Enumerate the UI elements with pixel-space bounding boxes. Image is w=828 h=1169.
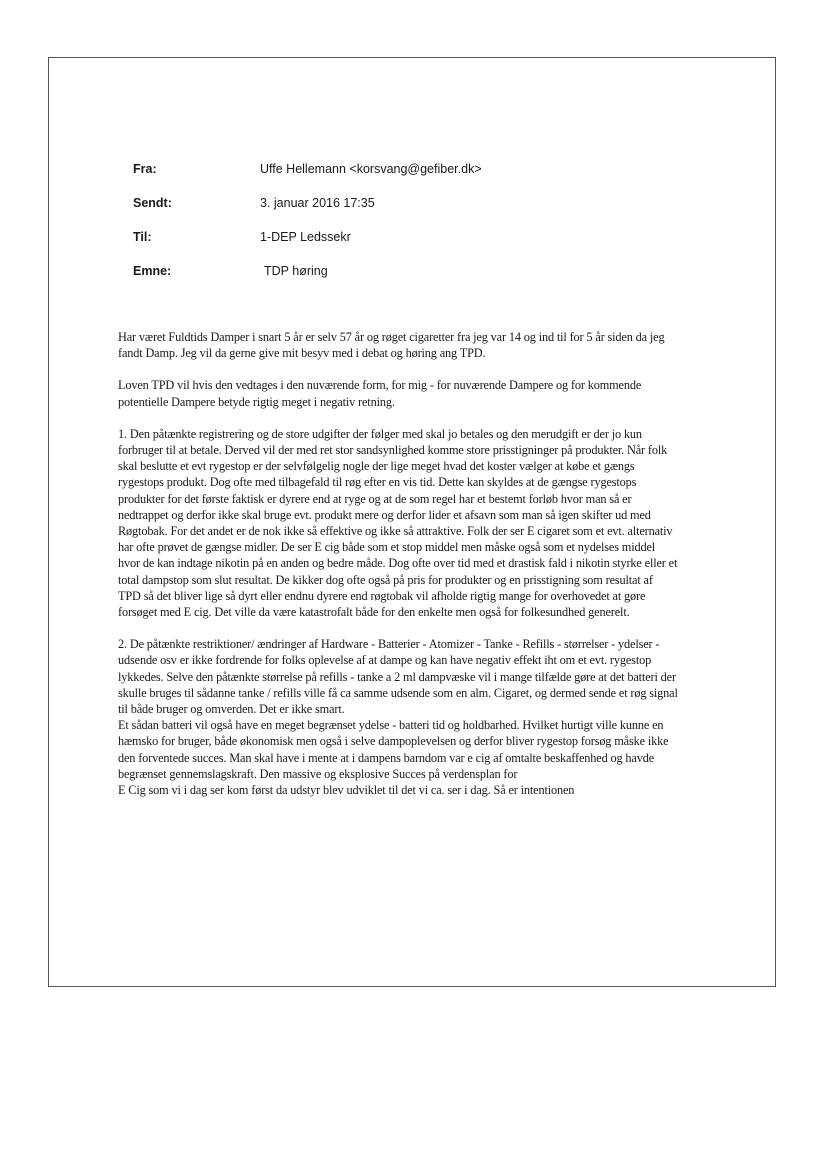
body-paragraph-tpd: Loven TPD vil hvis den vedtages i den nuværende form, for mig - for nuværende Dampere og for kommende potentielle Dampere betyde rigtig meget i negativ retning. — [118, 378, 642, 409]
header-subject-row — [133, 264, 693, 298]
sent-label: Sendt: — [133, 196, 172, 210]
subject-label: Emne: — [133, 264, 172, 278]
subject-value: TDP høring — [264, 264, 328, 278]
header-sent-row — [133, 196, 693, 230]
body-paragraph-point-2: 2. De påtænkte restriktioner/ ændringer af Hardware - Batterier - Atomizer - Tanke - Refills - størrelser - ydelser - udsende osv er ikke fordrende for folks oplevelse af at dampe og kan have negativ effekt iht om et evt. rygestop lykkedes. Selve den påtænkte størrelse på refills - tanke a 2 ml dampvæske vil i mange tilfælde gøre at det batteri der skulle bruges til sådanne tanke / refills ville få ca samme udsende som en alm. Cigaret, og dermed sende et røg signal til både bruger og omverden. Det er ikke smart. — [118, 637, 678, 717]
header-to-row — [133, 230, 693, 264]
email-body — [118, 329, 678, 798]
body-paragraph-point-1: 1. Den påtænkte registrering og de store udgifter der følger med skal jo betales og den merudgift er der jo kun forbruger til at betale. Derved vil der med ret stor sandsynlighed komme store prisstigninger på produkter. Når folk skal beslutte et evt rygestop er der selvfølgelig nogle der lige meget hvad det koster vælger at købe et gængs rygestops produkt. Dog ofte med tilbagefald til røg efter en vis tid. Dette kan skyldes at de gængse rygestops produkter for det første faktisk er dyrere end at ryge og at de som regel har et bestemt forløb hvor man så er nedtrappet og derfor ikke skal bruge evt. produkt mere og derfor lider et afsavn som man så igen skifter ud med Røgtobak. For det andet er de nok ikke så effektive og ikke så attraktive. Folk der ser E cigaret som et evt. alternativ har ofte prøvet de gængse midler. De ser E cig både som et stop middel men måske også som et nydelses middel hvor de kan indtage nikotin på en anden og bedre måde. Dog ofte over tid med et drastisk fald i nikotin styrke eller et total dampstop som slut resultat. De kikker dog ofte også på pris for produkter og en prisstigning som resultat af TPD så det bliver lige så dyrt eller endnu dyrere end røgtobak vil afholde rigtig mange for overhovedet at gøre forsøget med E cig. Det ville da være katastrofalt både for den enkelte men også for folkesundhed generelt. — [118, 426, 678, 620]
header-from-row — [133, 162, 693, 196]
to-value: 1-DEP Ledssekr — [260, 230, 351, 244]
sent-value: 3. januar 2016 17:35 — [260, 196, 375, 210]
body-paragraph-ecig: E Cig som vi i dag ser kom først da udstyr blev udviklet til det vi ca. ser i dag. Så er intentionen — [118, 783, 575, 798]
from-label: Fra: — [133, 162, 157, 176]
from-value: Uffe Hellemann <korsvang@gefiber.dk> — [260, 162, 482, 176]
email-header — [133, 162, 693, 298]
body-paragraph-intro: Har været Fuldtids Damper i snart 5 år er selv 57 år og røget cigaretter fra jeg var 14 og ind til for 5 år siden da jeg fandt Damp. Jeg vil da gerne give mit besyv med i debat og høring ang TPD. — [118, 330, 665, 361]
body-paragraph-battery: Et sådan batteri vil også have en meget begrænset ydelse - batteri tid og holdbarhed. Hvilket hurtigt ville kunne en hæmsko for bruger, både økonomisk men også i selve dampoplevelsen og derfor bliver rygestop forsøg måske ikke den forventede succes. Man skal have i mente at i dampens barndom var e cig af omtalte beskaffenhed og havde begrænset gennemslagskraft. Den massive og eksplosive Succes på verdensplan for — [118, 718, 669, 781]
to-label: Til: — [133, 230, 152, 244]
